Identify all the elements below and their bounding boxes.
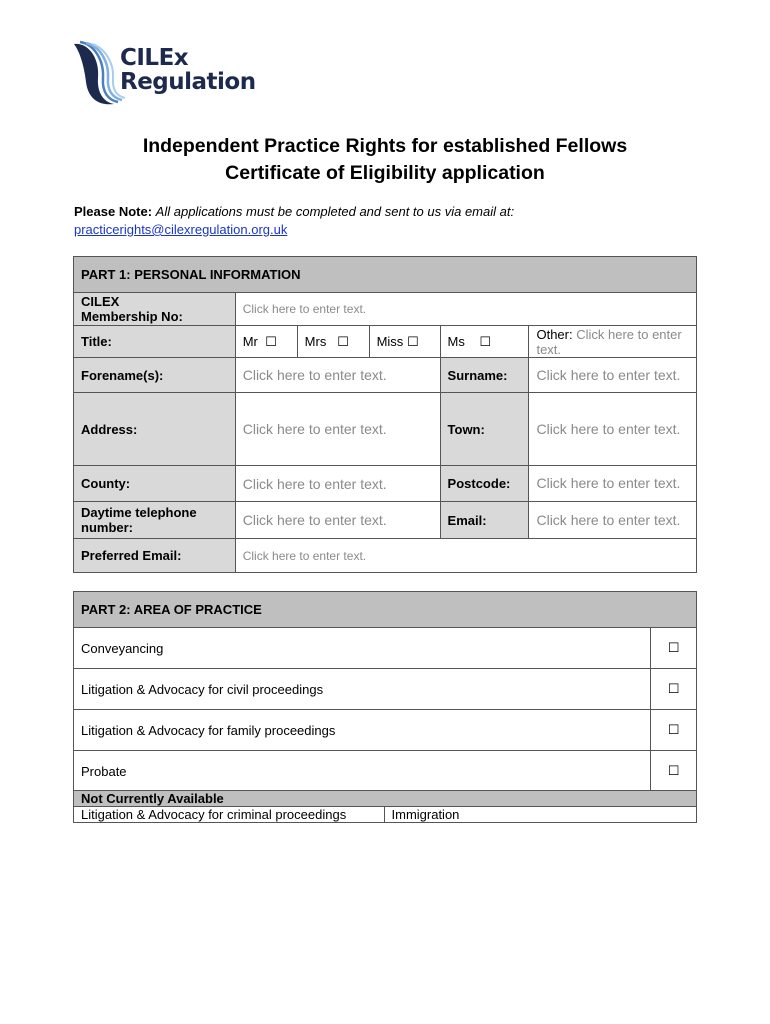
surname-field[interactable]: Click here to enter text. bbox=[529, 358, 697, 393]
practice-item-probate: Probate bbox=[74, 751, 651, 792]
logo-line-1: CILEx bbox=[120, 45, 189, 71]
family-checkbox[interactable]: ☐ bbox=[651, 710, 697, 751]
note-label: Please Note: bbox=[74, 204, 153, 219]
part1-header: PART 1: PERSONAL INFORMATION bbox=[74, 257, 697, 293]
not-available-table bbox=[73, 790, 697, 823]
postcode-field[interactable]: Click here to enter text. bbox=[529, 466, 697, 502]
please-note bbox=[74, 203, 694, 239]
not-available-item: Litigation & Advocacy for criminal proceedings bbox=[74, 807, 385, 823]
title-option-miss[interactable]: Miss ☐ bbox=[369, 326, 440, 358]
part2-table bbox=[73, 591, 697, 792]
town-field[interactable]: Click here to enter text. bbox=[529, 393, 697, 466]
not-available-item: Immigration bbox=[384, 807, 697, 823]
title-other-field[interactable] bbox=[529, 326, 697, 358]
email-label: Email: bbox=[440, 502, 529, 539]
preferred-email-field[interactable]: Click here to enter text. bbox=[235, 539, 696, 573]
note-text: All applications must be completed and sent to us via email at: bbox=[155, 204, 515, 219]
membership-label: CILEX Membership No: bbox=[74, 293, 236, 326]
phone-label: Daytime telephone number: bbox=[74, 502, 236, 539]
phone-field[interactable]: Click here to enter text. bbox=[235, 502, 440, 539]
email-link[interactable]: practicerights@cilexregulation.org.uk bbox=[74, 222, 288, 237]
checkbox-icon[interactable]: ☐ bbox=[479, 334, 491, 350]
forename-field[interactable]: Click here to enter text. bbox=[235, 358, 440, 393]
county-field[interactable]: Click here to enter text. bbox=[235, 466, 440, 502]
forename-label: Forename(s): bbox=[74, 358, 236, 393]
title-option-mrs[interactable]: Mrs ☐ bbox=[297, 326, 369, 358]
town-label: Town: bbox=[440, 393, 529, 466]
civil-checkbox[interactable]: ☐ bbox=[651, 669, 697, 710]
checkbox-icon[interactable]: ☐ bbox=[406, 334, 419, 350]
surname-label: Surname: bbox=[440, 358, 529, 393]
part1-table bbox=[73, 256, 697, 573]
probate-checkbox[interactable]: ☐ bbox=[651, 751, 697, 792]
email-field[interactable]: Click here to enter text. bbox=[529, 502, 697, 539]
logo-line-2: Regulation bbox=[120, 69, 256, 95]
title-label: Title: bbox=[74, 326, 236, 358]
practice-item-conveyancing: Conveyancing bbox=[74, 628, 651, 669]
county-label: County: bbox=[74, 466, 236, 502]
preferred-email-label: Preferred Email: bbox=[74, 539, 236, 573]
address-field[interactable]: Click here to enter text. bbox=[235, 393, 440, 466]
not-available-header: Not Currently Available bbox=[74, 791, 697, 807]
other-label: Other: bbox=[536, 326, 573, 342]
practice-item-civil: Litigation & Advocacy for civil proceedings bbox=[74, 669, 651, 710]
postcode-label: Postcode: bbox=[440, 466, 529, 502]
membership-number-field[interactable]: Click here to enter text. bbox=[235, 293, 696, 326]
checkbox-icon[interactable]: ☐ bbox=[337, 334, 349, 350]
conveyancing-checkbox[interactable]: ☐ bbox=[651, 628, 697, 669]
page-title-line-2: Certificate of Eligibility application bbox=[225, 162, 545, 184]
logo-wordmark bbox=[120, 46, 256, 94]
other-placeholder[interactable]: Click here to enter text. bbox=[536, 326, 682, 357]
checkbox-icon[interactable]: ☐ bbox=[265, 334, 277, 350]
practice-item-family: Litigation & Advocacy for family proceedings bbox=[74, 710, 651, 751]
address-label: Address: bbox=[74, 393, 236, 466]
part2-header: PART 2: AREA OF PRACTICE bbox=[74, 592, 697, 628]
title-option-mr[interactable]: Mr ☐ bbox=[235, 326, 297, 358]
title-option-ms[interactable]: Ms ☐ bbox=[440, 326, 529, 358]
page-title-line-1: Independent Practice Rights for established Fellows bbox=[142, 135, 628, 157]
